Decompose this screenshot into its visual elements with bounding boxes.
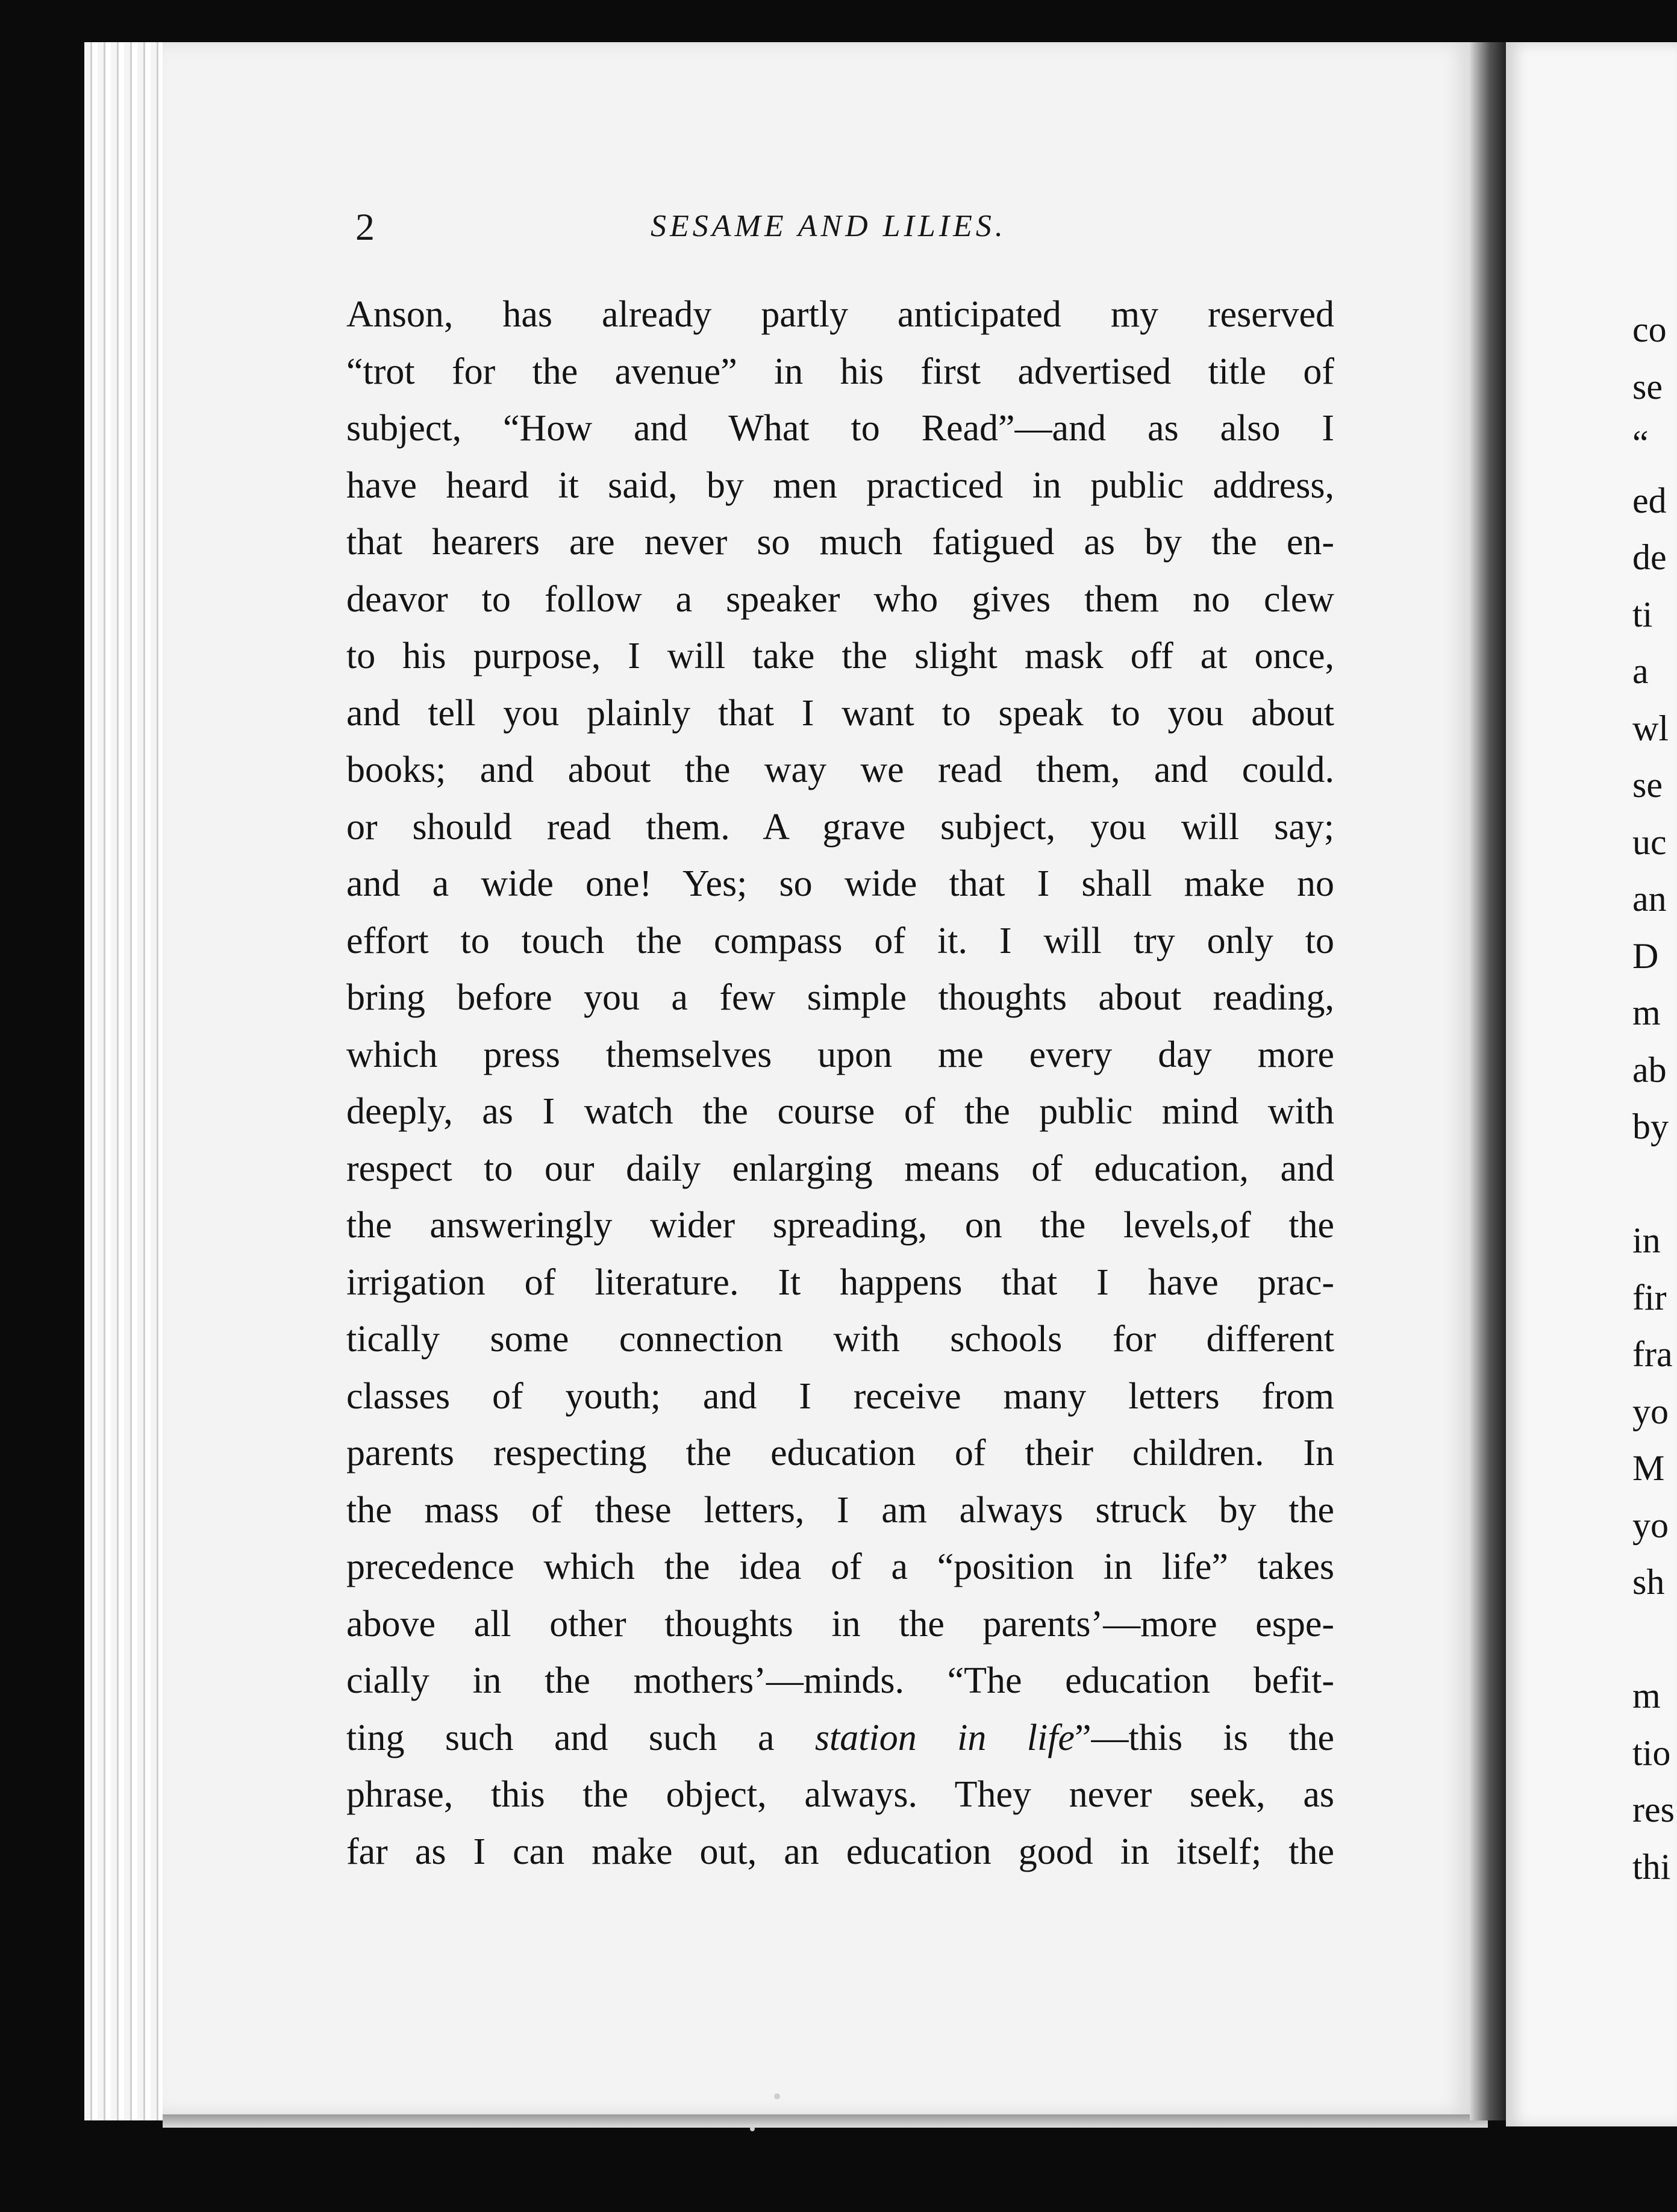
right-page-fragment: fra bbox=[1632, 1334, 1673, 1374]
text-line: Anson, has already partly anticipated my reserved bbox=[346, 294, 1334, 335]
right-page-fragment: M bbox=[1632, 1448, 1665, 1488]
running-head: SESAME AND LILIES. bbox=[651, 209, 1007, 243]
text-line: irrigation of literature. It happens that I have prac- bbox=[346, 1261, 1334, 1303]
text-line: “trot for the avenue” in his first advertised title of bbox=[346, 351, 1334, 392]
right-page-fragment: yo bbox=[1632, 1505, 1669, 1545]
text-line: which press themselves upon me every day more bbox=[346, 1034, 1334, 1075]
text-segment: ting such and such a bbox=[346, 1717, 815, 1758]
right-page-fragment: D bbox=[1632, 936, 1659, 976]
text-segment: ”—this is the bbox=[1074, 1717, 1334, 1758]
right-page-fragment: se bbox=[1632, 765, 1663, 805]
right-page-fragment: thi bbox=[1632, 1846, 1671, 1887]
right-page-fragment bbox=[1632, 1611, 1677, 1668]
scan-speck bbox=[750, 2126, 755, 2131]
text-line: the answeringly wider spreading, on the levels,of the bbox=[346, 1205, 1334, 1246]
text-line: above all other thoughts in the parents’—more espe- bbox=[346, 1603, 1334, 1645]
right-page-fragment: a bbox=[1632, 651, 1649, 691]
right-page-fragment: sh bbox=[1632, 1562, 1665, 1602]
right-page-fragment: yo bbox=[1632, 1391, 1669, 1431]
right-page-fragment: ti bbox=[1632, 594, 1653, 634]
text-line: precedence which the idea of a “position in life” takes bbox=[346, 1546, 1334, 1587]
right-page-fragment: in bbox=[1632, 1220, 1661, 1260]
text-line: and tell you plainly that I want to speak to you about bbox=[346, 692, 1334, 734]
right-page-fragment: ab bbox=[1632, 1049, 1667, 1090]
text-line: or should read them. A grave subject, you will say; bbox=[346, 806, 1334, 848]
right-page-fragment: se bbox=[1632, 366, 1663, 407]
right-page-fragment: de bbox=[1632, 537, 1667, 577]
right-page-fragment: res bbox=[1632, 1790, 1675, 1829]
text-line: that hearers are never so much fatigued as by the en- bbox=[346, 522, 1334, 563]
text-line: classes of youth; and I receive many letters from bbox=[346, 1375, 1334, 1417]
right-page-fragment: wl bbox=[1632, 708, 1669, 748]
right-page-fragment: “ bbox=[1632, 423, 1649, 463]
right-page-fragment: tio bbox=[1632, 1732, 1671, 1773]
text-line: subject, “How and What to Read”—and as also I bbox=[346, 408, 1334, 449]
page-header bbox=[355, 205, 1313, 253]
right-page-fragment: ed bbox=[1632, 480, 1667, 520]
right-page-fragment: an bbox=[1632, 879, 1667, 919]
text-line: to his purpose, I will take the slight mask off at once, bbox=[346, 636, 1334, 676]
text-line: cially in the mothers’—minds. “The education befit- bbox=[346, 1660, 1334, 1701]
text-line: have heard it said, by men practiced in public address, bbox=[346, 464, 1334, 506]
right-page-fragment: m bbox=[1632, 993, 1661, 1033]
text-line: respect to our daily enlarging means of education, and bbox=[346, 1148, 1334, 1189]
book-gutter bbox=[1470, 42, 1506, 2120]
text-line: far as I can make out, an education good in itself; the bbox=[346, 1831, 1334, 1872]
text-line: tically some connection with schools for different bbox=[346, 1319, 1334, 1360]
text-line: phrase, this the object, always. They never seek, as bbox=[346, 1774, 1334, 1815]
text-line: effort to touch the compass of it. I will try only to bbox=[346, 920, 1334, 961]
text-line: books; and about the way we read them, and could. bbox=[346, 749, 1334, 790]
text-line: bring before you a few simple thoughts about reading, bbox=[346, 977, 1334, 1018]
right-page-fragment: co bbox=[1632, 310, 1667, 349]
text-line: the mass of these letters, I am always struck by the bbox=[346, 1489, 1334, 1531]
right-page-fragment: m bbox=[1632, 1676, 1661, 1716]
scan-speck bbox=[774, 2093, 780, 2099]
text-line: deavor to follow a speaker who gives them no clew bbox=[346, 578, 1334, 620]
right-page-fragment: by bbox=[1632, 1107, 1669, 1146]
right-page-fragment: fir bbox=[1632, 1277, 1667, 1317]
right-page-fragment: uc bbox=[1632, 822, 1667, 862]
page-number: 2 bbox=[355, 205, 375, 248]
text-line bbox=[346, 1710, 1334, 1767]
right-page-text bbox=[1632, 301, 1677, 1895]
body-text bbox=[346, 286, 1334, 1880]
italic-phrase: station in life bbox=[814, 1717, 1075, 1758]
text-line: deeply, as I watch the course of the public mind with bbox=[346, 1091, 1334, 1132]
text-line: and a wide one! Yes; so wide that I shall make no bbox=[346, 863, 1334, 904]
right-page-fragment bbox=[1632, 1155, 1677, 1213]
text-line: parents respecting the education of their children. In bbox=[346, 1432, 1334, 1473]
